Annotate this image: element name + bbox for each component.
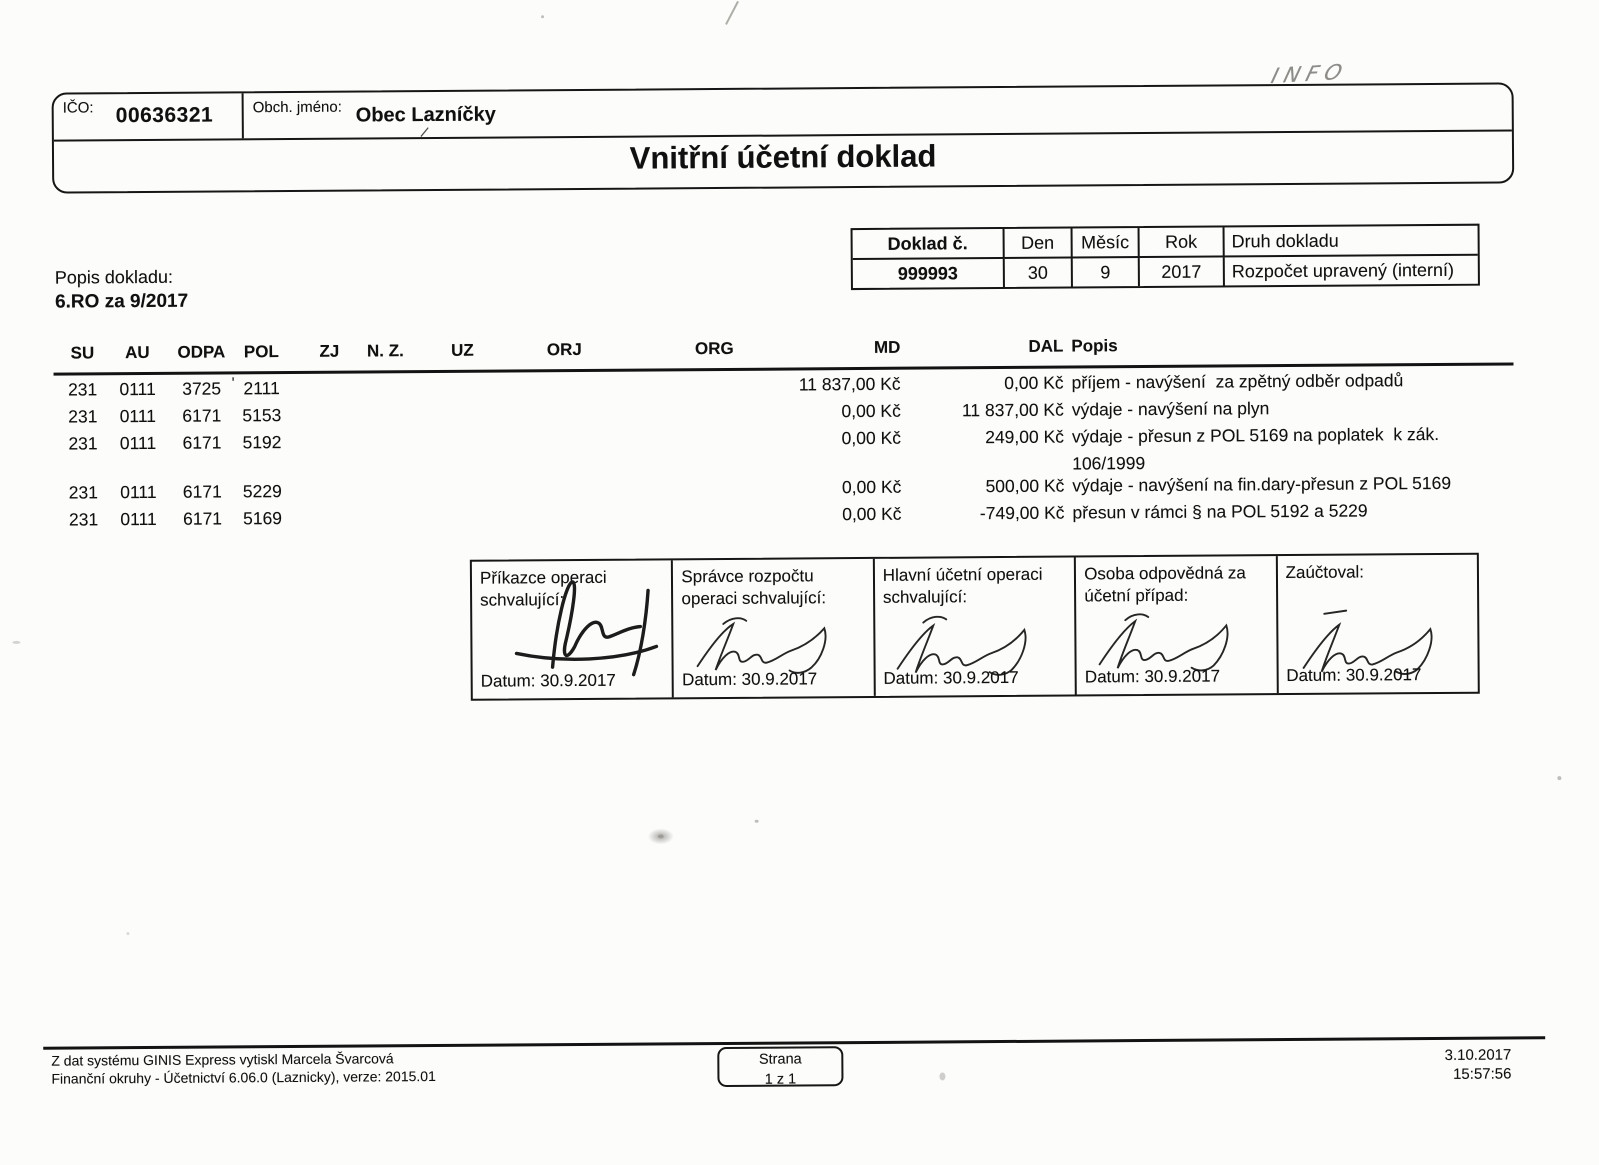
cell-dal: 0,00 Kč xyxy=(1004,372,1064,394)
cell-su: 231 xyxy=(68,482,99,503)
cell-popis-line2: 106/1999 xyxy=(1072,453,1146,474)
cell-dal: 249,00 Kč xyxy=(985,426,1065,448)
signature-label: Hlavní účetní operaci schvalující: xyxy=(882,564,1043,607)
scan-speck xyxy=(1557,776,1561,780)
cell-su: 231 xyxy=(67,379,98,400)
col-header-dal: DAL xyxy=(1028,336,1064,356)
cell-md: 0,00 Kč xyxy=(841,476,902,498)
scan-line-artifact xyxy=(725,1,739,25)
cell-pol: 5169 xyxy=(243,508,283,529)
doklad-value-row xyxy=(853,256,1478,288)
signature-box-prikazce xyxy=(472,560,674,698)
signature-date: Datum: 30.9.2017 xyxy=(883,667,1019,688)
cell-au: 0111 xyxy=(119,378,156,400)
company-name-label: Obch. jméno: xyxy=(252,98,342,117)
document-title: Vnitřní účetní doklad xyxy=(629,138,937,176)
cell-popis: výdaje - navýšení na plyn xyxy=(1071,398,1270,420)
cell-popis: přesun v rámci § na POL 5192 a 5229 xyxy=(1072,500,1368,523)
scan-tick-artifact: ʹ xyxy=(231,375,235,393)
month-header: Měsíc xyxy=(1073,228,1140,256)
signature-label: Osoba odpovědná za účetní případ: xyxy=(1084,563,1246,606)
signature-date: Datum: 30.9.2017 xyxy=(480,670,616,691)
cell-au: 0111 xyxy=(120,508,157,530)
scan-speck xyxy=(12,641,20,644)
signature-box-spravce xyxy=(673,559,875,697)
cell-popis: výdaje - navýšení na fin.dary-přesun z POL 5169 xyxy=(1072,472,1452,496)
cell-popis: příjem - navýšení za zpětný odběr odpadů xyxy=(1071,370,1404,393)
cell-pol: 5229 xyxy=(242,481,282,502)
scan-speck xyxy=(126,932,129,935)
col-header-su: SU xyxy=(70,343,95,363)
col-header-nz: N. Z. xyxy=(366,341,404,361)
doklad-number-value: 999993 xyxy=(853,259,1005,288)
handwritten-info-note: INFO xyxy=(1268,59,1351,89)
cell-md: 0,00 Kč xyxy=(841,427,902,449)
scan-speck xyxy=(658,834,664,838)
signature-date: Datum: 30.9.2017 xyxy=(1084,666,1221,687)
col-header-uz: UZ xyxy=(450,340,474,360)
cell-su: 231 xyxy=(68,433,98,454)
scan-speck xyxy=(541,15,544,18)
signature-box-hlavni-ucetni xyxy=(875,558,1077,696)
doklad-number-header: Doklad č. xyxy=(853,229,1005,258)
col-header-odpa: ODPA xyxy=(177,342,226,362)
month-value: 9 xyxy=(1073,258,1140,286)
cell-odpa: 3725 xyxy=(182,378,222,399)
cell-md: 11 837,00 Kč xyxy=(798,373,901,395)
footer-version-line: Finanční okruhy - Účetnictví 6.06.0 (Laznicky), verze: 2015.01 xyxy=(51,1067,436,1087)
page-label: Strana xyxy=(758,1051,802,1068)
cell-odpa: 6171 xyxy=(182,405,222,426)
cell-pol: 2111 xyxy=(243,378,280,399)
cell-odpa: 6171 xyxy=(182,432,222,453)
doklad-meta-table xyxy=(851,224,1480,290)
cell-au: 0111 xyxy=(119,405,157,427)
cell-dal: -749,00 Kč xyxy=(979,502,1065,524)
signature-box-zauctoval xyxy=(1277,555,1477,693)
col-header-pol: POL xyxy=(243,342,279,362)
col-header-md: MD xyxy=(873,337,901,357)
col-header-orj: ORJ xyxy=(546,339,582,360)
cell-pol: 5192 xyxy=(242,432,282,453)
cell-su: 231 xyxy=(68,406,98,427)
signature-date: Datum: 30.9.2017 xyxy=(682,669,818,690)
year-header: Rok xyxy=(1140,227,1225,256)
signature-label: Příkazce operaci schvalující: xyxy=(479,567,607,610)
scan-tick-artifact: \ xyxy=(415,125,433,140)
page-number-box xyxy=(717,1046,843,1087)
print-time: 15:57:56 xyxy=(1453,1065,1512,1083)
doc-description-label: Popis dokladu: xyxy=(54,266,174,288)
signature-date: Datum: 30.9.2017 xyxy=(1286,665,1422,686)
doc-type-value: Rozpočet upravený (interní) xyxy=(1231,259,1455,282)
page-value: 1 z 1 xyxy=(764,1071,797,1088)
cell-su: 231 xyxy=(68,509,99,530)
doc-description-value: 6.RO za 9/2017 xyxy=(54,290,189,313)
signature-label: Zaúčtoval: xyxy=(1285,562,1365,583)
ico-label: IČO: xyxy=(62,99,94,117)
cell-au: 0111 xyxy=(120,481,157,503)
cell-odpa: 6171 xyxy=(182,481,222,502)
cell-au: 0111 xyxy=(119,432,157,454)
cell-popis: výdaje - přesun z POL 5169 na poplatek k zák. xyxy=(1071,423,1440,447)
col-header-popis: Popis xyxy=(1071,336,1118,356)
cell-pol: 5153 xyxy=(242,405,282,426)
scan-speck xyxy=(755,820,759,823)
doc-type-header: Druh dokladu xyxy=(1231,230,1339,252)
cell-dal: 11 837,00 Kč xyxy=(961,399,1064,421)
col-header-au: AU xyxy=(125,342,150,363)
cell-md: 0,00 Kč xyxy=(841,400,901,422)
header-vertical-divider xyxy=(242,93,244,138)
day-header: Den xyxy=(1005,229,1073,257)
signature-band xyxy=(470,553,1480,701)
print-date: 3.10.2017 xyxy=(1444,1046,1512,1064)
footer-system-line: Z dat systému GINIS Express vytiskl Marcela Švarcová xyxy=(51,1050,394,1069)
header-box xyxy=(52,82,1515,193)
cell-md: 0,00 Kč xyxy=(842,503,902,525)
scan-speck xyxy=(939,1072,945,1080)
signature-label: Správce rozpočtu operaci schvalující: xyxy=(681,566,827,609)
col-header-zj: ZJ xyxy=(319,341,340,361)
company-name-value: Obec Lazníčky xyxy=(355,103,496,127)
col-header-org: ORG xyxy=(694,338,734,359)
year-value: 2017 xyxy=(1140,257,1225,286)
doklad-header-row xyxy=(853,226,1478,260)
cell-dal: 500,00 Kč xyxy=(985,475,1065,497)
day-value: 30 xyxy=(1005,259,1073,287)
ico-value: 00636321 xyxy=(115,103,214,128)
signature-box-osoba-odpovedna xyxy=(1076,556,1278,694)
cell-odpa: 6171 xyxy=(183,508,223,529)
